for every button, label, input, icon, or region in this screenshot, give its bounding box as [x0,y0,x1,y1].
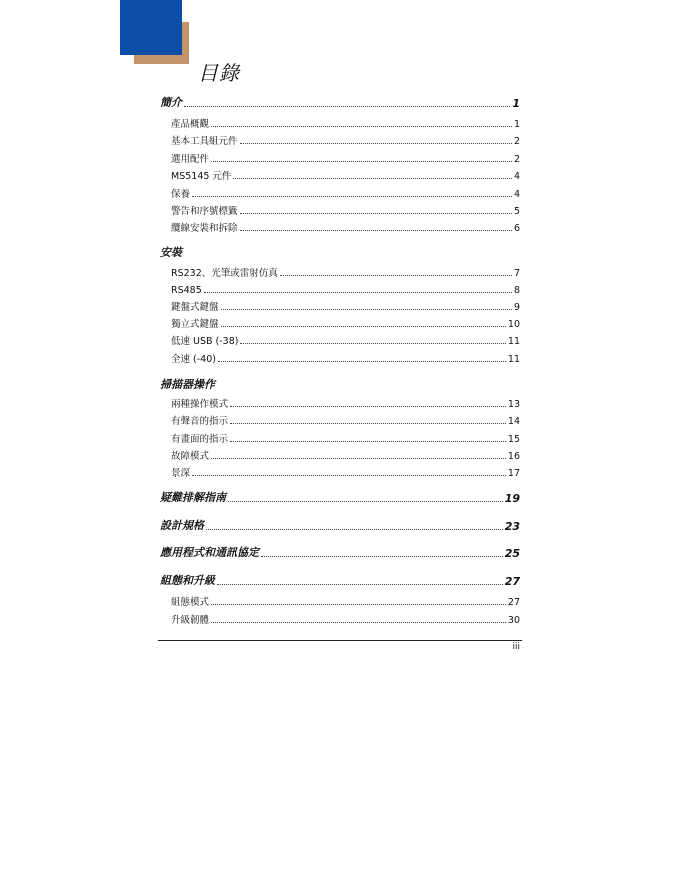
toc-entry[interactable] [171,114,520,130]
dot-leader [211,125,512,127]
toc-heading-scanner-operation[interactable]: 掃描器操作 [160,378,215,391]
toc-page-number: 11 [507,354,520,365]
dot-leader [280,274,512,276]
dot-leader [211,621,506,623]
dot-leader [240,229,512,231]
toc-page-number: 30 [507,615,520,626]
toc-page-number: 1 [513,119,520,130]
toc-entry-label: 故障模式 [171,451,210,462]
dot-leader [211,457,506,459]
toc-chapter-title: 疑難排解指南 [160,491,226,504]
toc-heading-install[interactable]: 安裝 [160,246,182,259]
toc-entry[interactable] [171,610,520,626]
toc-page-number: 2 [513,154,520,165]
dot-leader [230,440,506,442]
dot-leader [211,603,506,605]
toc-entry-label: 保養 [171,189,191,200]
toc-entry[interactable] [171,184,520,200]
corner-decoration-blue [120,0,182,55]
toc-chapter-configuration-upgrade[interactable] [160,572,520,588]
toc-entry[interactable] [171,446,520,462]
dot-leader [192,195,512,197]
dot-leader [192,474,506,476]
dot-leader [230,405,506,407]
page-number: iii [512,642,520,652]
dot-leader [240,342,505,344]
toc-chapter-intro[interactable] [160,94,520,110]
toc-page-number: 19 [504,492,520,505]
toc-entry[interactable] [171,349,520,365]
toc-page-number: 15 [507,434,520,445]
toc-entry-label: 景深 [171,468,191,479]
dot-leader [221,325,506,327]
toc-entry[interactable] [171,131,520,147]
toc-entry[interactable] [171,411,520,427]
dot-leader [184,105,510,107]
toc-entry-label: 基本工具組元件 [171,136,238,147]
toc-entry-label: 組態模式 [171,597,210,608]
dot-leader [233,177,512,179]
toc-entry[interactable] [171,394,520,410]
toc-entry[interactable] [171,201,520,217]
toc-page-number: 4 [513,189,520,200]
dot-leader [206,528,503,530]
dot-leader [221,308,512,310]
toc-page-number: 2 [513,136,520,147]
toc-page-number: 1 [512,97,520,110]
toc-chapter-title: 應用程式和通訊協定 [160,546,259,559]
toc-page-number: 5 [513,206,520,217]
toc-page-number: 13 [507,399,520,410]
toc-entry[interactable] [171,592,520,608]
toc-page-number: 9 [513,302,520,313]
toc-page-number: 17 [507,468,520,479]
toc-entry[interactable] [171,331,520,347]
toc-page-number: 25 [504,547,520,560]
dot-leader [218,360,506,362]
toc-page-number: 7 [513,268,520,279]
toc-entry[interactable] [171,166,520,182]
toc-chapter-troubleshooting[interactable] [160,489,520,505]
toc-entry[interactable] [171,218,520,234]
toc-entry-label: 有聲音的指示 [171,416,229,427]
dot-leader [204,291,512,293]
toc-page-number: 27 [504,575,520,588]
toc-entry[interactable] [171,280,520,296]
toc-chapter-design-specs[interactable] [160,517,520,533]
toc-chapter-title: 設計規格 [160,519,204,532]
toc-page-number: 11 [507,336,520,347]
toc-entry[interactable] [171,263,520,279]
toc-page-number: 10 [507,319,520,330]
dot-leader [228,500,503,502]
toc-entry-label: MS5145 元件 [171,171,232,182]
toc-page-number: 4 [513,171,520,182]
toc-entry-label: 產品概觀 [171,119,210,130]
dot-leader [217,583,503,585]
page-title: 目錄 [198,61,240,86]
toc-entry[interactable] [171,463,520,479]
toc-page-number: 27 [507,597,520,608]
toc-entry[interactable] [171,314,520,330]
toc-page-number: 23 [504,520,520,533]
toc-entry[interactable] [171,429,520,445]
toc-entry-label: 警告和序號標籤 [171,206,238,217]
toc-entry-label: 有畫面的指示 [171,434,229,445]
toc-entry-label: 兩種操作模式 [171,399,229,410]
toc-chapter-title: 組態和升級 [160,574,215,587]
footer-divider [158,640,522,641]
toc-page-number: 16 [507,451,520,462]
toc-entry[interactable] [171,297,520,313]
toc-chapter-applications-protocols[interactable] [160,544,520,560]
dot-leader [261,555,503,557]
toc-chapter-title: 簡介 [160,96,182,109]
toc-entry[interactable] [171,149,520,165]
toc-entry-label: 升級韌體 [171,615,210,626]
toc-entry-label: 纜線安裝和拆除 [171,223,238,234]
toc-entry-label: 選用配件 [171,154,210,165]
dot-leader [230,422,506,424]
toc-entry-label: 低速 USB (-38) [171,336,239,347]
dot-leader [240,212,512,214]
toc-page-number: 6 [513,223,520,234]
dot-leader [240,142,512,144]
toc-entry-label: RS485 [171,285,202,296]
toc-entry-label: 全速 (-40) [171,354,216,365]
toc-entry-label: 鍵盤式鍵盤 [171,302,219,313]
toc-page-number: 14 [507,416,520,427]
toc-entry-label: 獨立式鍵盤 [171,319,219,330]
toc-entry-label: RS232、光筆或雷射仿真 [171,268,278,279]
dot-leader [211,160,512,162]
toc-page-number: 8 [513,285,520,296]
